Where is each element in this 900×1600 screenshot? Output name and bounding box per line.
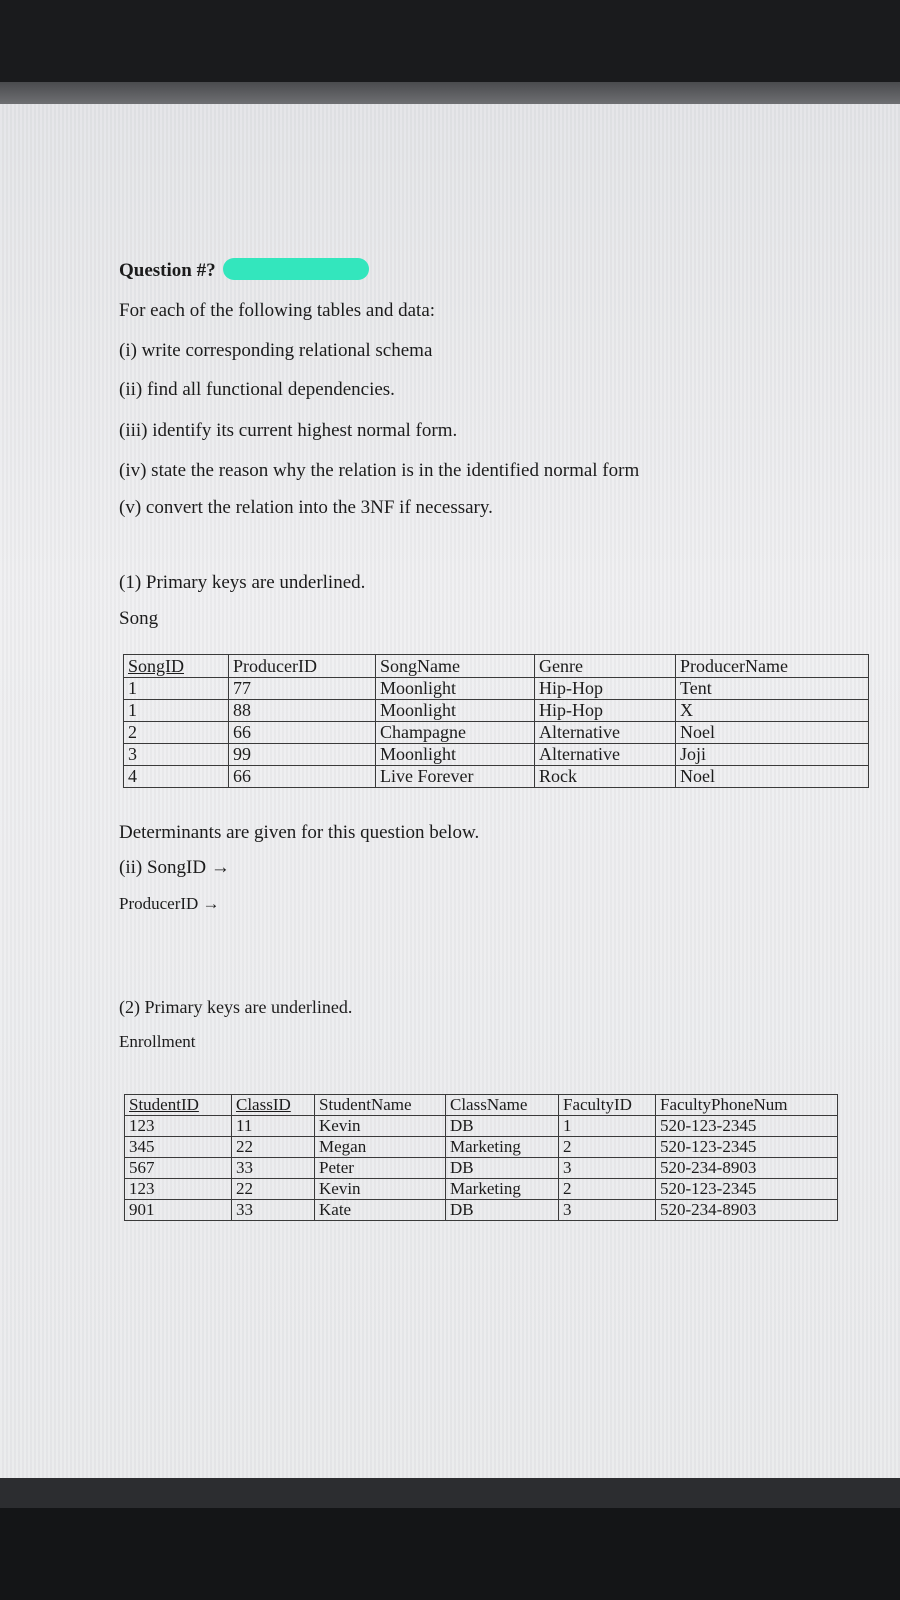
song-col-songname: SongName xyxy=(376,655,535,678)
enroll-col-facultyid: FacultyID xyxy=(559,1095,656,1116)
cell: Noel xyxy=(676,722,869,744)
cell: 77 xyxy=(229,678,376,700)
document-page xyxy=(0,104,900,1478)
cell: 520-123-2345 xyxy=(656,1179,838,1200)
cell: 99 xyxy=(229,744,376,766)
enroll-col-facultyphonenum: FacultyPhoneNum xyxy=(656,1095,838,1116)
song-header-row xyxy=(124,655,869,678)
cell: 123 xyxy=(125,1179,232,1200)
cell: Moonlight xyxy=(376,678,535,700)
cell: Rock xyxy=(535,766,676,788)
cell: Marketing xyxy=(446,1179,559,1200)
cell: Peter xyxy=(315,1158,446,1179)
cell: Hip-Hop xyxy=(535,678,676,700)
cell: 33 xyxy=(232,1158,315,1179)
cell: 901 xyxy=(125,1200,232,1221)
table-row xyxy=(125,1200,838,1221)
cell: 33 xyxy=(232,1200,315,1221)
enroll-col-classname: ClassName xyxy=(446,1095,559,1116)
part2-table-name: Enrollment xyxy=(119,1032,196,1051)
question-heading: Question #? xyxy=(119,260,216,281)
cell: 123 xyxy=(125,1116,232,1137)
table-row xyxy=(124,678,869,700)
song-col-songid: SongID xyxy=(124,655,229,678)
task-4: (iv) state the reason why the relation is in the identified normal form xyxy=(119,460,640,481)
table-row xyxy=(124,700,869,722)
determinant-songid: (ii) SongID → xyxy=(119,857,230,878)
cell: Joji xyxy=(676,744,869,766)
cell: 345 xyxy=(125,1137,232,1158)
cell: 11 xyxy=(232,1116,315,1137)
cell: Megan xyxy=(315,1137,446,1158)
task-5: (v) convert the relation into the 3NF if necessary. xyxy=(119,497,493,518)
part1-label: (1) Primary keys are underlined. xyxy=(119,572,366,593)
table-row xyxy=(125,1116,838,1137)
enroll-col-studentid: StudentID xyxy=(125,1095,232,1116)
table-row xyxy=(124,722,869,744)
enrollment-table xyxy=(124,1094,838,1221)
table-row xyxy=(125,1137,838,1158)
cell: 520-234-8903 xyxy=(656,1158,838,1179)
monitor-bezel-bottom xyxy=(0,1478,900,1508)
background-bottom xyxy=(0,1508,900,1600)
cell: Moonlight xyxy=(376,700,535,722)
cell: 66 xyxy=(229,722,376,744)
cell: Moonlight xyxy=(376,744,535,766)
cell: Kevin xyxy=(315,1116,446,1137)
cell: 2 xyxy=(559,1137,656,1158)
cell: Kevin xyxy=(315,1179,446,1200)
background-top xyxy=(0,0,900,82)
enroll-col-classid: ClassID xyxy=(232,1095,315,1116)
table-row xyxy=(124,766,869,788)
cell: DB xyxy=(446,1200,559,1221)
song-col-genre: Genre xyxy=(535,655,676,678)
enroll-col-studentname: StudentName xyxy=(315,1095,446,1116)
cell: Alternative xyxy=(535,722,676,744)
cell: 520-123-2345 xyxy=(656,1116,838,1137)
redaction-mark xyxy=(223,258,369,280)
cell: Live Forever xyxy=(376,766,535,788)
task-3: (iii) identify its current highest normal form. xyxy=(119,420,458,441)
cell: 520-234-8903 xyxy=(656,1200,838,1221)
table-row xyxy=(124,744,869,766)
cell: 2 xyxy=(124,722,229,744)
cell: 66 xyxy=(229,766,376,788)
monitor-screen xyxy=(0,104,900,1478)
task-1: (i) write corresponding relational schema xyxy=(119,340,433,361)
determinant-producerid: ProducerID → xyxy=(119,894,220,913)
cell: 1 xyxy=(124,700,229,722)
song-col-producername: ProducerName xyxy=(676,655,869,678)
enrollment-header-row xyxy=(125,1095,838,1116)
cell: 22 xyxy=(232,1137,315,1158)
cell: DB xyxy=(446,1116,559,1137)
cell: Marketing xyxy=(446,1137,559,1158)
cell: 1 xyxy=(124,678,229,700)
cell: 3 xyxy=(559,1158,656,1179)
task-2: (ii) find all functional dependencies. xyxy=(119,379,395,400)
cell: 3 xyxy=(124,744,229,766)
cell: Kate xyxy=(315,1200,446,1221)
cell: X xyxy=(676,700,869,722)
cell: 1 xyxy=(559,1116,656,1137)
cell: Noel xyxy=(676,766,869,788)
cell: Champagne xyxy=(376,722,535,744)
determinants-note: Determinants are given for this question below. xyxy=(119,822,480,843)
cell: 2 xyxy=(559,1179,656,1200)
cell: Tent xyxy=(676,678,869,700)
part2-label: (2) Primary keys are underlined. xyxy=(119,997,353,1017)
cell: 88 xyxy=(229,700,376,722)
intro-text: For each of the following tables and data: xyxy=(119,300,436,321)
part1-table-name: Song xyxy=(119,608,159,629)
cell: 4 xyxy=(124,766,229,788)
cell: 3 xyxy=(559,1200,656,1221)
cell: Alternative xyxy=(535,744,676,766)
cell: Hip-Hop xyxy=(535,700,676,722)
cell: DB xyxy=(446,1158,559,1179)
song-col-producerid: ProducerID xyxy=(229,655,376,678)
cell: 567 xyxy=(125,1158,232,1179)
song-table xyxy=(123,654,869,788)
monitor-bezel-top xyxy=(0,82,900,104)
table-row xyxy=(125,1179,838,1200)
cell: 520-123-2345 xyxy=(656,1137,838,1158)
cell: 22 xyxy=(232,1179,315,1200)
table-row xyxy=(125,1158,838,1179)
